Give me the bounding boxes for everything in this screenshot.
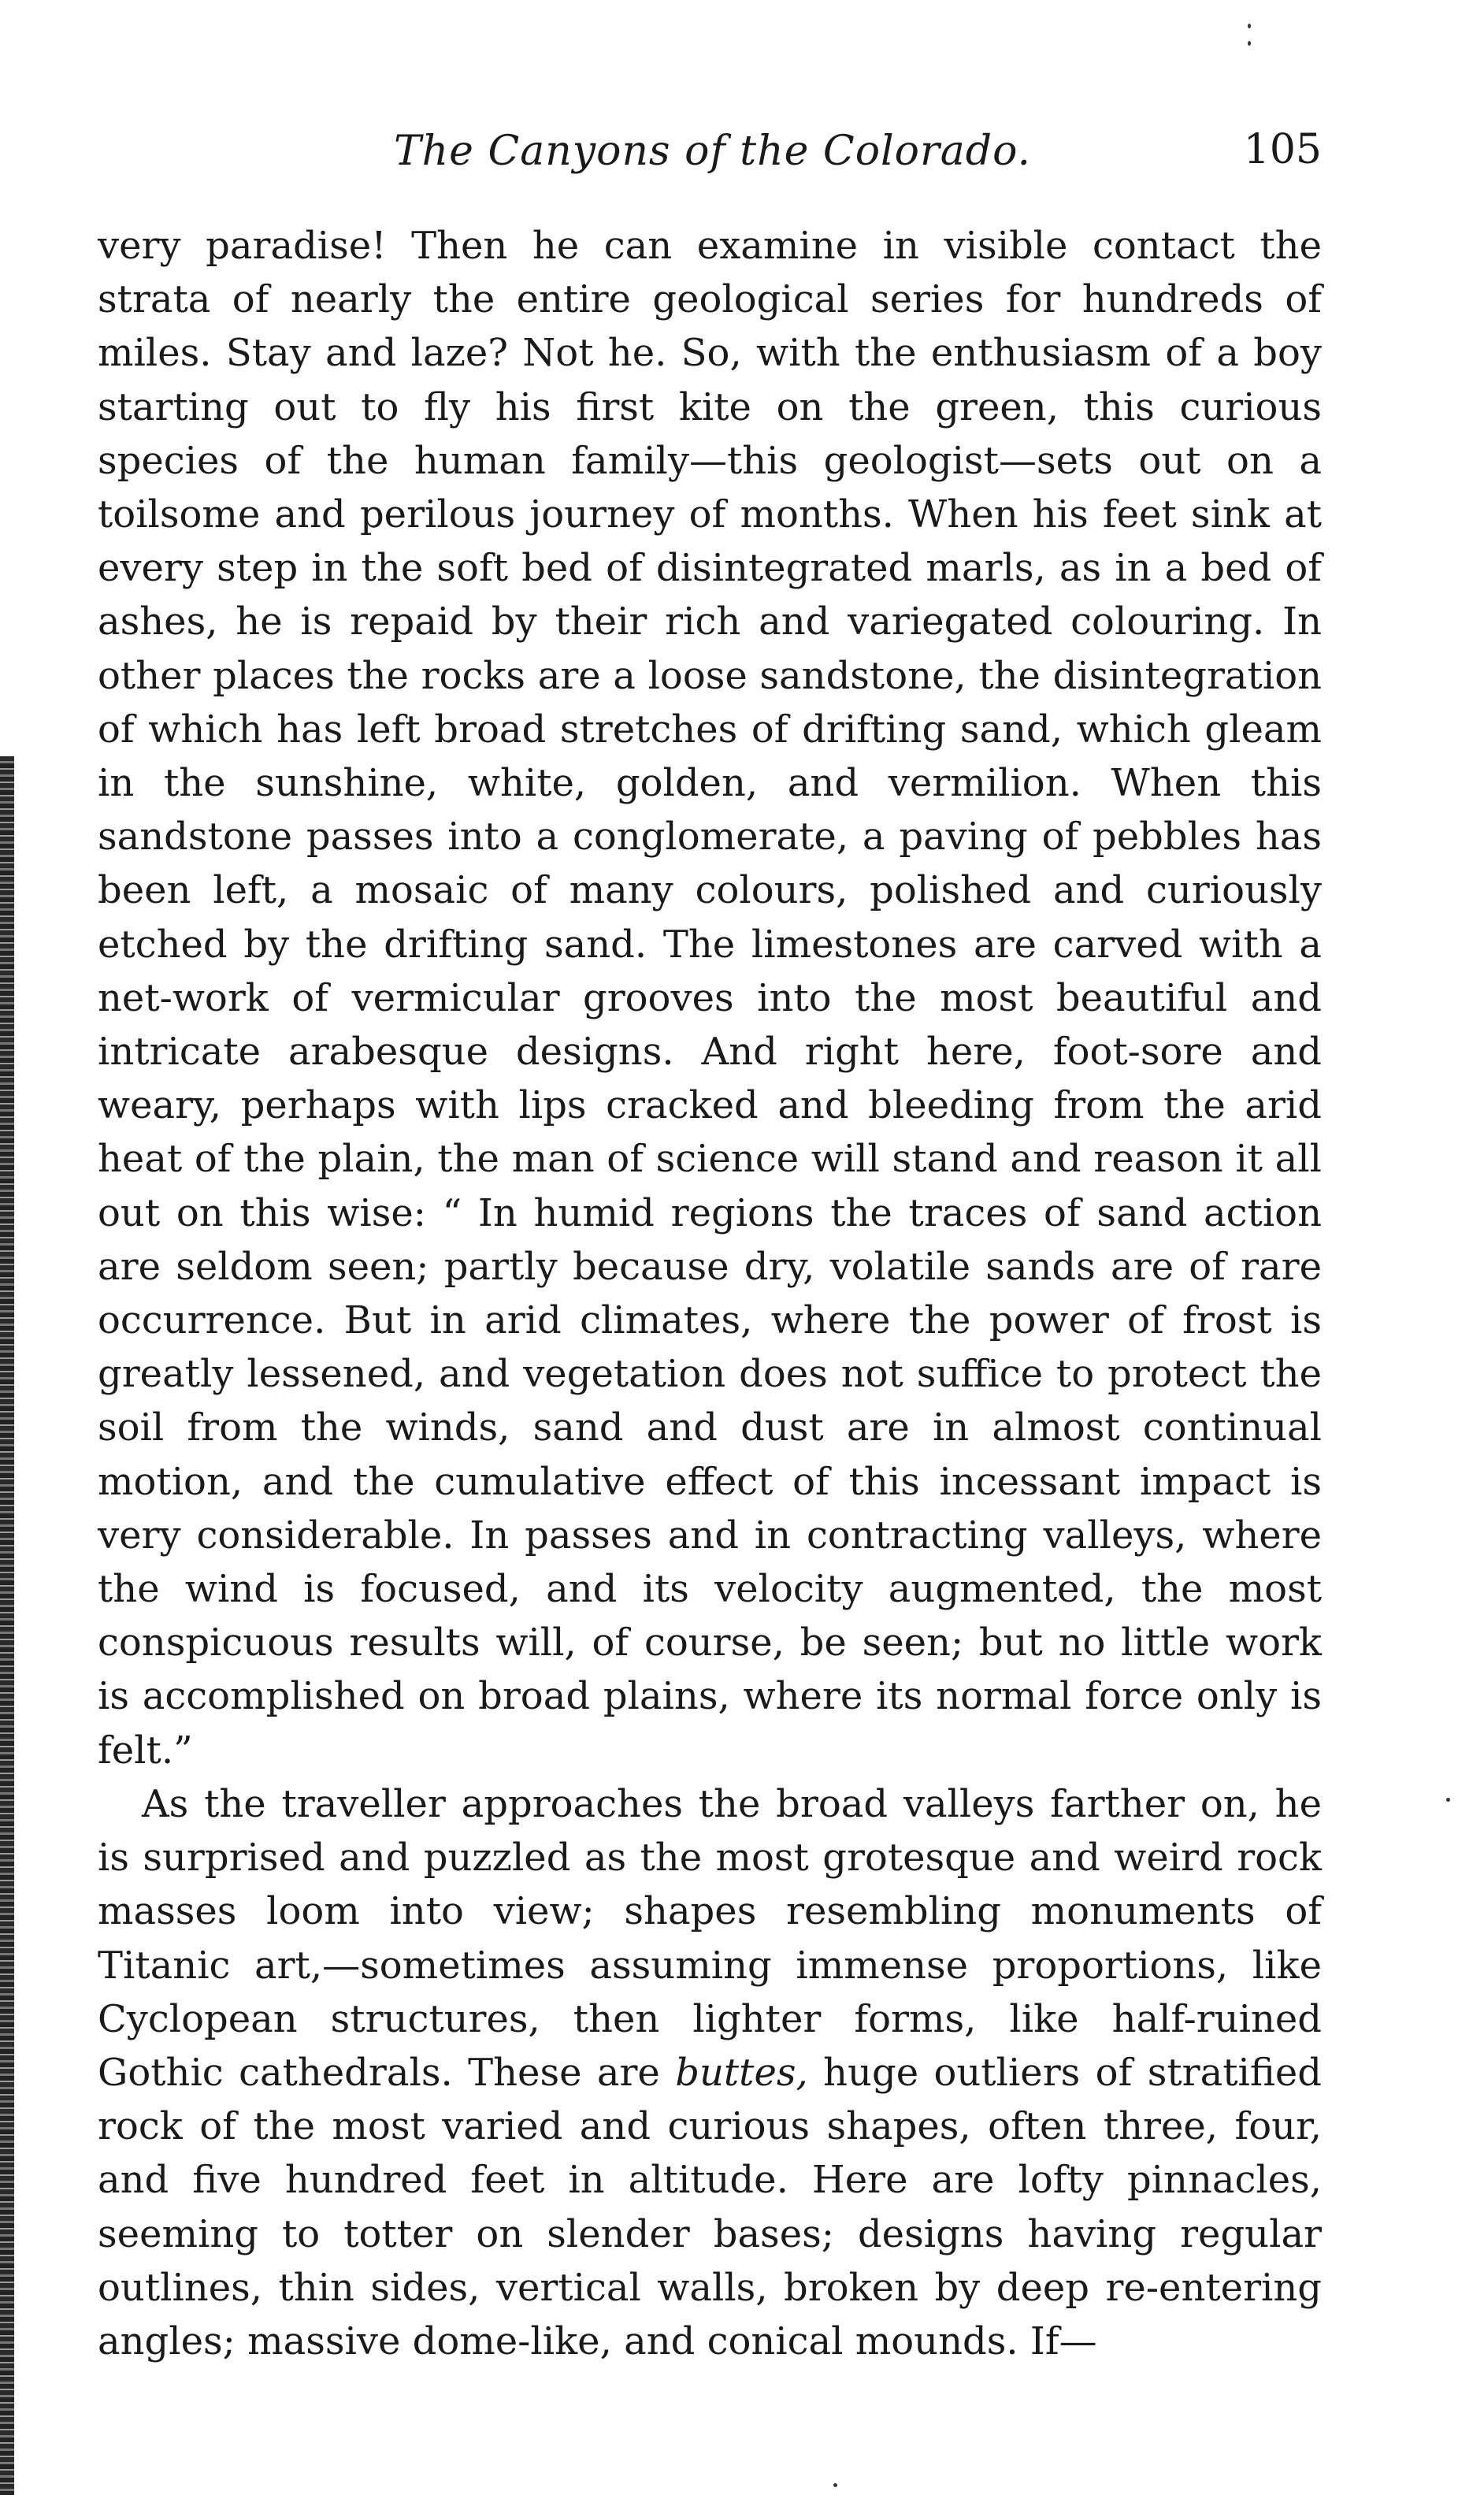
body-text <box>98 219 1322 2368</box>
italic-term: buttes, <box>675 2050 808 2095</box>
page-number: 105 <box>1243 126 1322 173</box>
page-binding-edge <box>0 756 14 2495</box>
paragraph-text: huge outliers of stratified rock of the most varied and curious shapes, often three, four, and five hundred feet in altitude. Here are lofty pinnacles, seeming to totter on slender bases; designs having regular outlines, thin sides, vertical walls, broken by deep re-entering angles; massive dome-like, and conical mounds. If— <box>98 2050 1322 2363</box>
paragraph: very paradise! Then he can examine in visible contact the strata of nearly the entire geological series for hundreds of miles. Stay and laze? Not he. So, with the enthusiasm of a boy starting out to fly his first kite on the green, this curious species of the human family—this geologist—sets out on a toilsome and perilous journey of months. When his feet sink at every step in the soft bed of disintegrated marls, as in a bed of ashes, he is repaid by their rich and variegated colouring. In other places the rocks are a loose sandstone, the disintegration of which has left broad stretches of drifting sand, which gleam in the sunshine, white, golden, and vermilion. When this sandstone passes into a conglomerate, a paving of pebbles has been left, a mosaic of many colours, polished and curiously etched by the drifting sand. The limestones are carved with a net-work of vermicular grooves into the most beautiful and intricate arabesque designs. And right here, foot-sore and weary, perhaps with lips cracked and bleeding from the arid heat of the plain, the man of science will stand and reason it all out on this wise: “ In humid regions the traces of sand action are seldom seen; partly because dry, volatile sands are of rare occurrence. But in arid climates, where the power of frost is greatly lessened, and vegetation does not suffice to protect the soil from the winds, sand and dust are in almost continual motion, and the cumulative effect of this incessant impact is very considerable. In passes and in contracting valleys, where the wind is focused, and its velocity augmented, the most conspicuous results will, of course, be seen; but no little work is accomplished on broad plains, where its normal force only is felt.” <box>98 224 1322 1773</box>
scan-speck <box>833 2483 837 2487</box>
scan-speck <box>1446 1798 1450 1802</box>
scan-speck <box>1248 24 1251 28</box>
paragraph-text: As the traveller approaches the broad valleys farther on, he is surprised and puzzled as the most grotesque and weird rock masses loom into view; shapes resembling monuments of Titanic art,—sometimes assuming immense proportions, like Cyclopean structures, then lighter forms, like half-ruined Gothic cathedrals. These are <box>98 1781 1322 2095</box>
scan-speck <box>1248 41 1251 46</box>
paragraph <box>98 1777 1322 2368</box>
running-head: The Canyons of the Colorado. <box>394 128 1032 175</box>
